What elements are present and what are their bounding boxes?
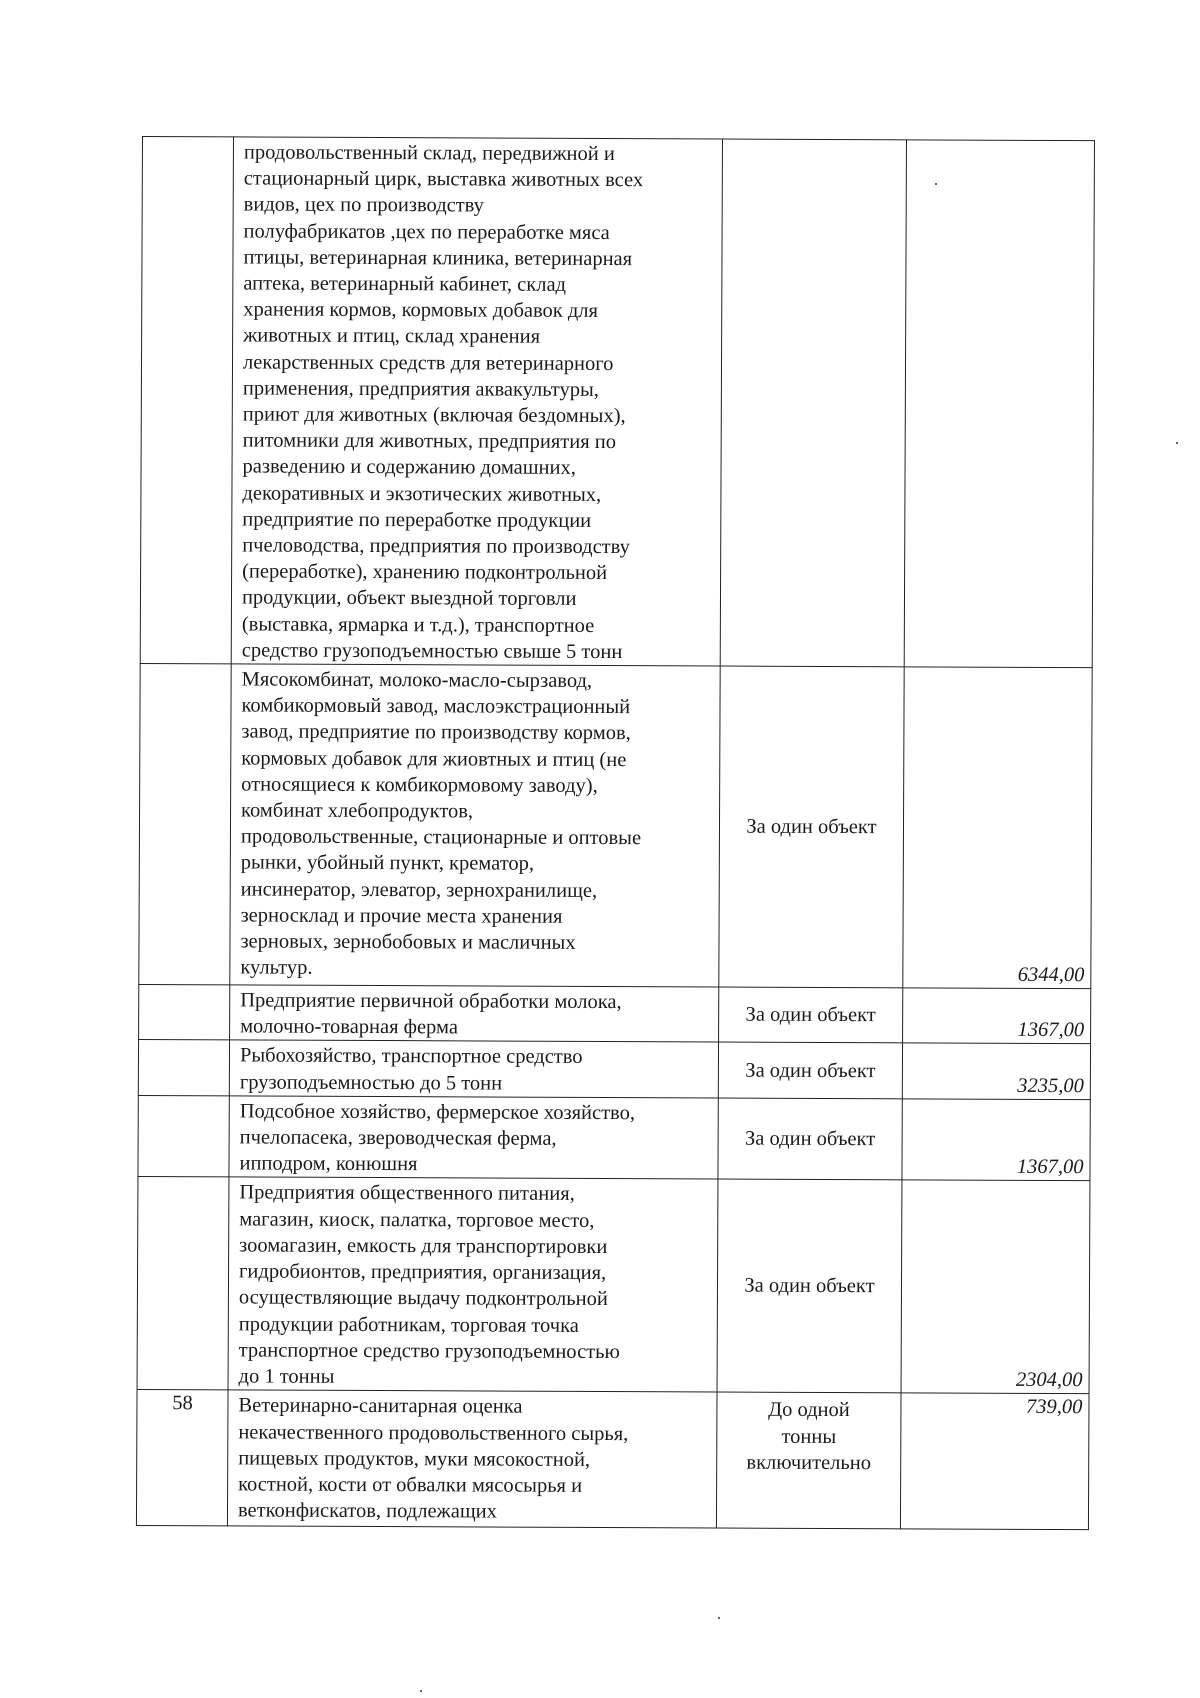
row-number-cell xyxy=(139,664,231,985)
description-line: рынки, убойный пункт, крематор, xyxy=(240,851,535,876)
description-line: декоративных и экзотических животных, xyxy=(242,482,602,506)
row-number-cell xyxy=(138,1095,229,1177)
table-row xyxy=(138,1095,1090,1181)
description-line: приют для животных (включая бездомных), xyxy=(242,403,626,428)
description-line: (переработке), хранению подконтрольной xyxy=(242,560,608,585)
description-line: видов, цех по производству xyxy=(243,193,484,217)
description-cell xyxy=(230,664,720,987)
description-cell xyxy=(228,1177,718,1392)
description-line: продовольственный склад, передвижной и xyxy=(243,141,615,166)
description-line: Ветеринарно-санитарная оценка xyxy=(238,1394,523,1419)
description-line: молочно-товарная ферма xyxy=(240,1015,459,1039)
price-cell: 3235,00 xyxy=(902,1043,1090,1099)
description-line: некачественного продовольственного сырья, xyxy=(238,1421,629,1445)
description-line: кормовых добавок для жиовтных и птиц (не xyxy=(241,747,627,771)
description-line: зоомагазин, емкость для транспортировки xyxy=(239,1234,608,1258)
description-line: аптека, ветеринарный кабинет, склад xyxy=(243,272,567,296)
description-cell xyxy=(227,1390,717,1528)
price-cell: 2304,00 xyxy=(901,1180,1090,1394)
row-number-cell: 58 xyxy=(136,1390,228,1526)
description-cell xyxy=(230,985,719,1043)
description-line: зерновых, зернобобовых и масличных xyxy=(240,930,576,954)
description-line: пищевых продуктов, муки мясокостной, xyxy=(238,1447,591,1471)
row-number-cell xyxy=(138,1040,229,1096)
description-line: Подсобное хозяйство, фермерское хозяйство, xyxy=(239,1100,636,1125)
description-line: хранения кормов, кормовых добавок для xyxy=(243,298,599,323)
description-line: транспортное средство грузоподъемностью xyxy=(238,1339,620,1363)
table-row xyxy=(140,137,1094,668)
table-row xyxy=(139,985,1091,1045)
description-line: разведению и содержанию домашних, xyxy=(242,455,576,480)
description-cell xyxy=(231,137,722,666)
price-cell: 1367,00 xyxy=(903,988,1091,1044)
description-line: зерносклад и прочие места хранения xyxy=(240,904,563,928)
description-cell xyxy=(229,1040,718,1098)
description-line: продукции работникам, торговая точка xyxy=(238,1312,579,1337)
description-line: продукции, объект выездной торговли xyxy=(241,586,577,611)
price-cell: 739,00 xyxy=(900,1393,1089,1530)
unit-cell: За один объект xyxy=(719,987,903,1043)
description-line: средство грузоподъемностью свыше 5 тонн xyxy=(241,639,623,663)
description-line: предприятие по переработке продукции xyxy=(242,508,592,532)
description-line: стационарный цирк, выставка животных всех xyxy=(243,167,644,192)
scan-speck xyxy=(1176,442,1178,444)
description-line: осуществляющие выдачу подконтрольной xyxy=(238,1286,608,1311)
description-line: Мясокомбинат, молоко-масло-сырзавод, xyxy=(241,668,593,693)
description-line: комбикормовый завод, маслоэкстрационный xyxy=(241,694,631,719)
description-cell xyxy=(229,1096,718,1180)
description-line: до 1 тонны xyxy=(238,1365,335,1388)
description-line: птицы, ветеринарная клиника, ветеринарная xyxy=(243,246,633,270)
unit-cell: За один объект xyxy=(719,666,904,988)
description-line: культур. xyxy=(240,956,313,980)
scan-speck xyxy=(935,183,937,185)
description-line: продовольственные, стационарные и оптовые xyxy=(240,825,642,850)
unit-cell: До одной тонны включительно xyxy=(716,1393,901,1530)
unit-cell: За один объект xyxy=(717,1180,902,1394)
description-line: питомники для животных, предприятия по xyxy=(242,429,617,454)
price-cell: 6344,00 xyxy=(903,667,1092,989)
description-line: пчеловодства, предприятия по производству xyxy=(242,534,630,559)
description-line: пчелопасека, звероводческая ферма, xyxy=(239,1126,557,1150)
table-row xyxy=(137,1177,1090,1394)
description-line: магазин, киоск, палатка, торговое место, xyxy=(239,1208,595,1232)
price-cell xyxy=(904,140,1094,668)
description-line: Рыбохозяйство, транспортное средство xyxy=(239,1044,583,1069)
description-line: Предприятие первичной обработки молока, xyxy=(240,989,622,1014)
row-number-cell xyxy=(139,985,230,1041)
description-line: животных и птиц, склад хранения xyxy=(243,324,541,349)
description-line: костной, кости от обвалки мясосырья и xyxy=(238,1473,583,1498)
unit-cell xyxy=(720,139,906,667)
scan-speck xyxy=(718,1617,720,1619)
table-row xyxy=(138,1040,1090,1100)
description-line: Предприятия общественного питания, xyxy=(239,1181,575,1206)
description-line: применения, предприятия аквакультуры, xyxy=(242,377,599,401)
description-line: инсинератор, элеватор, зернохранилище, xyxy=(240,878,598,902)
unit-cell: За один объект xyxy=(718,1042,902,1098)
description-line: относящиеся к комбикормовому заводу), xyxy=(241,773,598,797)
description-line: комбинат хлебопродуктов, xyxy=(241,799,474,823)
description-line: ветконфискатов, подлежащих xyxy=(237,1499,497,1523)
scan-speck xyxy=(420,1690,422,1692)
row-number-cell xyxy=(137,1177,229,1390)
description-line: полуфабрикатов ,цех по переработке мяса xyxy=(243,220,610,244)
description-line: гидробионтов, предприятия, организация, xyxy=(238,1260,607,1285)
description-line: (выставка, ярмарка и т.д.), транспортное xyxy=(241,613,595,637)
row-number-cell xyxy=(140,137,233,664)
tariff-table xyxy=(136,136,1095,1531)
description-line: грузоподъемностью до 5 тонн xyxy=(239,1071,503,1095)
table-row xyxy=(136,1390,1089,1530)
description-line: ипподром, конюшня xyxy=(239,1152,418,1176)
table-row xyxy=(139,664,1092,989)
description-line: завод, предприятие по производству кормов, xyxy=(241,720,631,745)
price-cell: 1367,00 xyxy=(902,1099,1090,1181)
unit-cell: За один объект xyxy=(718,1098,902,1180)
description-line: лекарственных средств для ветеринарного xyxy=(242,351,614,375)
